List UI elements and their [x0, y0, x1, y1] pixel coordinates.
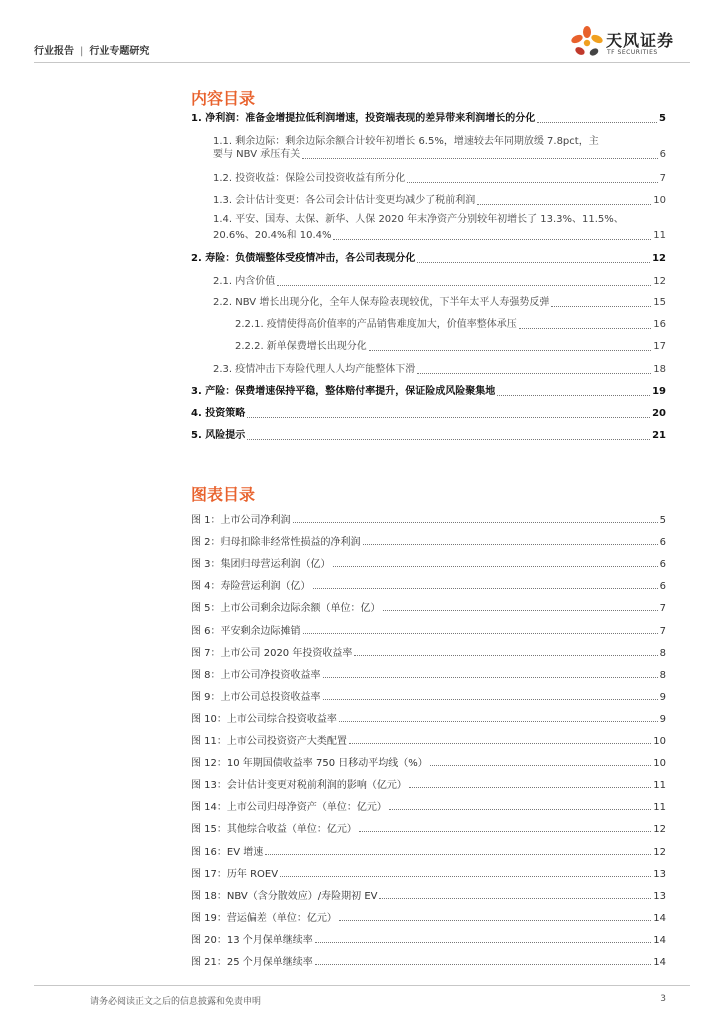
toc-entry[interactable]: 1.4. 平安、国寿、太保、新华、人保 2020 年末净资产分别较年初增长了 13.3%、11.5%、	[213, 214, 624, 225]
dot-leader	[280, 876, 651, 877]
figure-entry-page: 13	[653, 868, 666, 880]
figure-entry[interactable]	[191, 709, 666, 725]
figure-entry-page: 6	[659, 581, 666, 593]
toc-entry[interactable]: 1. 净利润：准备金增提拉低利润增速，投资端表现的差异带来利润增长的分化 5	[191, 113, 666, 124]
toc-entry[interactable]: 1.3. 会计估计变更：各公司会计估计变更均减少了税前利润 10	[213, 195, 666, 206]
figure-entry-label: 图 17：历年 ROEV	[191, 868, 279, 880]
header-type: 行业专题研究	[89, 46, 150, 57]
figure-entry[interactable]	[191, 775, 666, 791]
flower-logo-icon	[569, 24, 605, 64]
figure-entry-page: 8	[659, 647, 666, 659]
figure-entry-page: 14	[653, 957, 666, 968]
toc-entry-continued[interactable]: 20.6%、20.4%和 10.4% 11	[213, 230, 666, 241]
figure-entry-label: 图 3：集团归母营运利润（亿）	[191, 559, 331, 571]
toc-entry-continued[interactable]: 要与 NBV 承压有关 6	[213, 149, 666, 160]
toc-entry[interactable]: 3. 产险：保费增速保持平稳，整体赔付率提升，保证险成风险聚集地 19	[191, 386, 666, 397]
toc-entry[interactable]: 1.2. 投资收益：保险公司投资收益有所分化 7	[213, 173, 666, 184]
figure-entry-label: 图 19：营运偏差（单位：亿元）	[191, 912, 337, 924]
figure-entry-label: 图 8：上市公司净投资收益率	[191, 669, 321, 681]
figure-entry-page: 12	[653, 824, 666, 836]
figure-entry[interactable]	[191, 908, 666, 924]
figure-entry-page: 10	[653, 758, 666, 770]
figure-entry-page: 9	[659, 691, 666, 703]
toc-entry[interactable]: 2. 寿险：负债端整体受疫情冲击，各公司表现分化 12	[191, 253, 666, 264]
figure-entry[interactable]	[191, 554, 666, 570]
figure-entry-page: 11	[653, 802, 666, 814]
toc-entry[interactable]: 2.3. 疫情冲击下寿险代理人人均产能整体下滑 18	[213, 364, 666, 375]
figure-entry-label: 图 14：上市公司归母净资产（单位：亿元）	[191, 802, 387, 814]
figure-entry[interactable]	[191, 510, 666, 526]
dot-leader	[315, 942, 651, 943]
figure-entry[interactable]	[191, 930, 666, 946]
dot-leader	[349, 743, 651, 744]
dot-leader	[363, 544, 658, 545]
toc-entry[interactable]: 2.2.1. 疫情使得高价值率的产品销售难度加大，价值率整体承压 16	[235, 319, 666, 330]
dot-leader	[333, 566, 658, 567]
figure-entry[interactable]	[191, 886, 666, 902]
figure-entry[interactable]	[191, 643, 666, 659]
figure-entry[interactable]	[191, 952, 666, 968]
dot-leader	[430, 765, 652, 766]
footer-disclaimer: 请务必阅读正文之后的信息披露和免责申明	[90, 997, 262, 1007]
figure-entry[interactable]	[191, 842, 666, 858]
figure-entry[interactable]	[191, 576, 666, 592]
dot-leader	[315, 964, 651, 965]
figure-entry-label: 图 2：归母扣除非经常性损益的净利润	[191, 537, 361, 549]
dot-leader	[293, 522, 658, 523]
brand-name: 天风证券	[606, 31, 675, 50]
dot-leader	[303, 633, 658, 634]
figure-entry-label: 图 9：上市公司总投资收益率	[191, 691, 321, 703]
figure-entry-page: 6	[659, 559, 666, 571]
figure-entry-page: 11	[653, 780, 666, 792]
header-divider	[34, 62, 690, 63]
figure-entry[interactable]	[191, 731, 666, 747]
figure-entry[interactable]	[191, 864, 666, 880]
figure-entry[interactable]	[191, 687, 666, 703]
figure-entry[interactable]	[191, 797, 666, 813]
dot-leader	[409, 787, 651, 788]
figure-entry[interactable]	[191, 532, 666, 548]
figure-entry[interactable]	[191, 621, 666, 637]
header-category: 行业报告	[34, 46, 74, 57]
figure-entry-label: 图 7：上市公司 2020 年投资收益率	[191, 647, 353, 659]
figure-entry-label: 图 16：EV 增速	[191, 846, 264, 858]
figure-entry-page: 9	[659, 713, 666, 725]
dot-leader	[383, 610, 658, 611]
figure-entry-label: 图 5：上市公司剩余边际余额（单位：亿）	[191, 603, 381, 615]
toc-entry[interactable]: 2.1. 内含价值 12	[213, 276, 666, 287]
figure-entry-label: 图 18：NBV（含分散效应）/寿险期初 EV	[191, 890, 378, 902]
figure-entry-page: 13	[653, 890, 666, 902]
header-separator: |	[80, 46, 84, 57]
dot-leader	[339, 920, 651, 921]
figure-entry-label: 图 13：会计估计变更对税前利润的影响（亿元）	[191, 780, 407, 792]
figure-entry-label: 图 15：其他综合收益（单位：亿元）	[191, 824, 357, 836]
dot-leader	[313, 588, 658, 589]
running-header	[34, 42, 149, 57]
figure-entry-page: 6	[659, 537, 666, 549]
dot-leader	[354, 655, 657, 656]
figure-entry-label: 图 12：10 年期国债收益率 750 日移动平均线（%）	[191, 758, 428, 770]
figure-entry-label: 图 1：上市公司净利润	[191, 515, 291, 526]
figure-entry-label: 图 6：平安剩余边际摊销	[191, 625, 301, 637]
footer-divider	[34, 985, 690, 986]
toc-title: 内容目录	[191, 89, 256, 108]
figure-entry[interactable]	[191, 598, 666, 614]
figure-entry-page: 8	[659, 669, 666, 681]
figure-entry-label: 图 10：上市公司综合投资收益率	[191, 713, 337, 725]
figure-entry[interactable]	[191, 819, 666, 835]
figure-entry-page: 12	[653, 846, 666, 858]
toc-entry[interactable]: 2.2.2. 新单保费增长出现分化 17	[235, 341, 666, 352]
toc-entry[interactable]: 2.2. NBV 增长出现分化，全年人保寿险表现较优，下半年太平人寿强势反弹 15	[213, 297, 666, 308]
figure-entry[interactable]	[191, 753, 666, 769]
figure-entry-page: 5	[659, 515, 666, 526]
dot-leader	[339, 721, 658, 722]
figure-entry-page: 7	[659, 625, 666, 637]
figure-entry-page: 14	[653, 934, 666, 946]
toc-entry[interactable]: 5. 风险提示 21	[191, 430, 666, 441]
figure-entry-page: 7	[659, 603, 666, 615]
dot-leader	[389, 809, 651, 810]
figure-entry-page: 14	[653, 912, 666, 924]
dot-leader	[265, 854, 651, 855]
dot-leader	[359, 831, 651, 832]
figure-entry-label: 图 21：25 个月保单继续率	[191, 957, 313, 968]
brand-name-english: TF SECURITIES	[607, 49, 658, 56]
page-number: 3	[660, 994, 666, 1004]
brand-logo	[569, 24, 699, 64]
figures-title: 图表目录	[191, 485, 256, 504]
dot-leader	[323, 699, 658, 700]
dot-leader	[379, 898, 651, 899]
toc-entry[interactable]: 4. 投资策略 20	[191, 408, 666, 419]
figure-entry-label: 图 4：寿险营运利润（亿）	[191, 581, 311, 593]
figure-entry-page: 10	[653, 736, 666, 747]
figure-entry-label: 图 20：13 个月保单继续率	[191, 934, 313, 946]
dot-leader	[323, 677, 658, 678]
figure-entry-label: 图 11：上市公司投资资产大类配置	[191, 736, 347, 747]
toc-entry[interactable]: 1.1. 剩余边际：剩余边际余额合计较年初增长 6.5%，增速较去年同期放缓 7.8pct，主	[213, 136, 599, 147]
figure-entry[interactable]	[191, 665, 666, 681]
